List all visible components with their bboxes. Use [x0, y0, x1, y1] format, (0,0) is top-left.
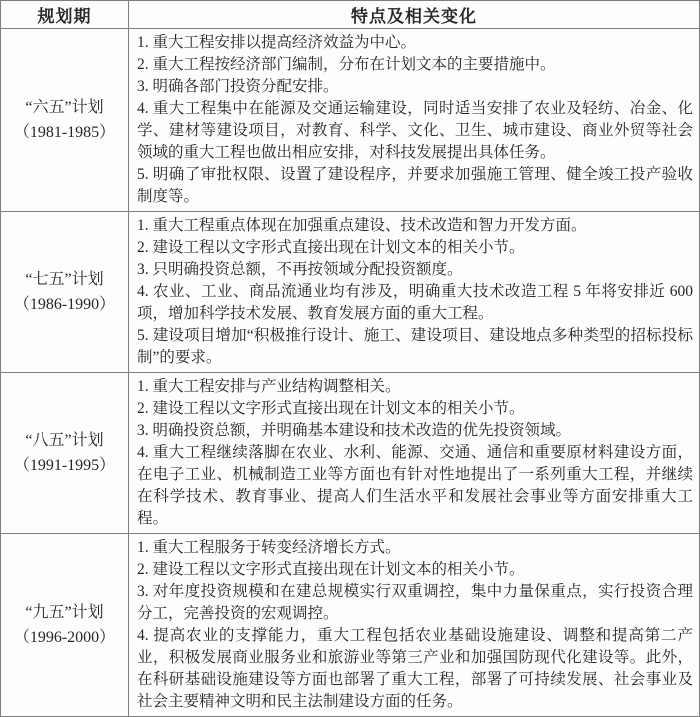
feature-item: 1. 重大工程安排以提高经济效益为中心。: [137, 34, 417, 51]
feature-item: 3. 只明确投资总额，不再按领域分配投资额度。: [137, 261, 463, 278]
period-years: （1981-1985）: [13, 124, 116, 141]
period-cell: [1, 29, 129, 212]
period-name: “六五”计划: [25, 99, 104, 116]
features-cell: [129, 534, 700, 717]
period-name: “九五”计划: [25, 604, 104, 621]
period-name: “八五”计划: [25, 432, 104, 449]
period-years: （1986-1990）: [13, 296, 116, 313]
header-row: [1, 1, 700, 29]
feature-item: 5. 明确了审批权限、设置了建设程序，并要求加强施工管理、健全竣工投产验收制度等。: [137, 166, 693, 205]
feature-item: 3. 对年度投资规模和在建总规模实行双重调控，集中力量保重点，实行投资合理分工，完善投资的宏观调控。: [137, 583, 693, 622]
feature-item: 1. 重大工程重点体现在加强重点建设、技术改造和智力开发方面。: [137, 217, 587, 234]
features-cell: [129, 29, 700, 212]
period-years: （1991-1995）: [13, 457, 116, 474]
table-row-liuwu: [1, 29, 700, 212]
feature-item: 1. 重大工程服务于转变经济增长方式。: [137, 539, 401, 556]
period-cell: [1, 534, 129, 717]
feature-item: 3. 明确投资总额，并明确基本建设和技术改造的优先投资领域。: [137, 422, 572, 439]
feature-item: 4. 农业、工业、商品流通业均有涉及，明确重大技术改造工程 5 年将安排近 600 项，增加科学技术发展、教育发展方面的重大工程。: [137, 283, 693, 322]
feature-item: 3. 明确各部门投资分配安排。: [137, 78, 339, 95]
feature-item: 2. 建设工程以文字形式直接出现在计划文本的相关小节。: [137, 400, 525, 417]
header-period: 规划期: [1, 1, 129, 29]
period-cell: [1, 373, 129, 534]
period-name: “七五”计划: [25, 271, 104, 288]
feature-item: 5. 建设项目增加“积极推行设计、施工、建设项目、建设地点多种类型的招标投标制”的要求。: [137, 327, 693, 366]
table-row-qiwu: [1, 212, 700, 373]
feature-item: 1. 重大工程安排与产业结构调整相关。: [137, 378, 401, 395]
features-cell: [129, 373, 700, 534]
feature-item: 2. 重大工程按经济部门编制，分布在计划文本的主要措施中。: [137, 56, 556, 73]
header-features: 特点及相关变化: [129, 1, 700, 29]
feature-item: 2. 建设工程以文字形式直接出现在计划文本的相关小节。: [137, 239, 525, 256]
feature-item: 4. 重大工程集中在能源及交通运输建设，同时适当安排了农业及轻纺、冶金、化学、建材等建设项目，对教育、科学、文化、卫生、城市建设、商业外贸等社会领域的重大工程也做出相应安排，对科技发展提出具体任务。: [137, 100, 693, 161]
feature-item: 4. 提高农业的支撑能力，重大工程包括农业基础设施建设、调整和提高第二产业，积极发展商业服务业和旅游业等第三产业和加强国防现代化建设等。此外，在科研基础设施建设等方面也部署了重大工程，部署了可持续发展、社会事业及社会主要精神文明和民主法制建设方面的任务。: [137, 627, 693, 710]
feature-item: 2. 建设工程以文字形式直接出现在计划文本的相关小节。: [137, 561, 525, 578]
features-cell: [129, 212, 700, 373]
table-row-jiuwu: [1, 534, 700, 717]
feature-item: 4. 重大工程继续落脚在农业、水利、能源、交通、通信和重要原材料建设方面，在电子工业、机械制造工业等方面也有针对性地提出了一系列重大工程，并继续在科学技术、教育事业、提高人们生活水平和发展社会事业等方面安排重大工程。: [137, 444, 693, 527]
period-years: （1996-2000）: [13, 629, 116, 646]
period-cell: [1, 212, 129, 373]
table-row-bawu: [1, 373, 700, 534]
